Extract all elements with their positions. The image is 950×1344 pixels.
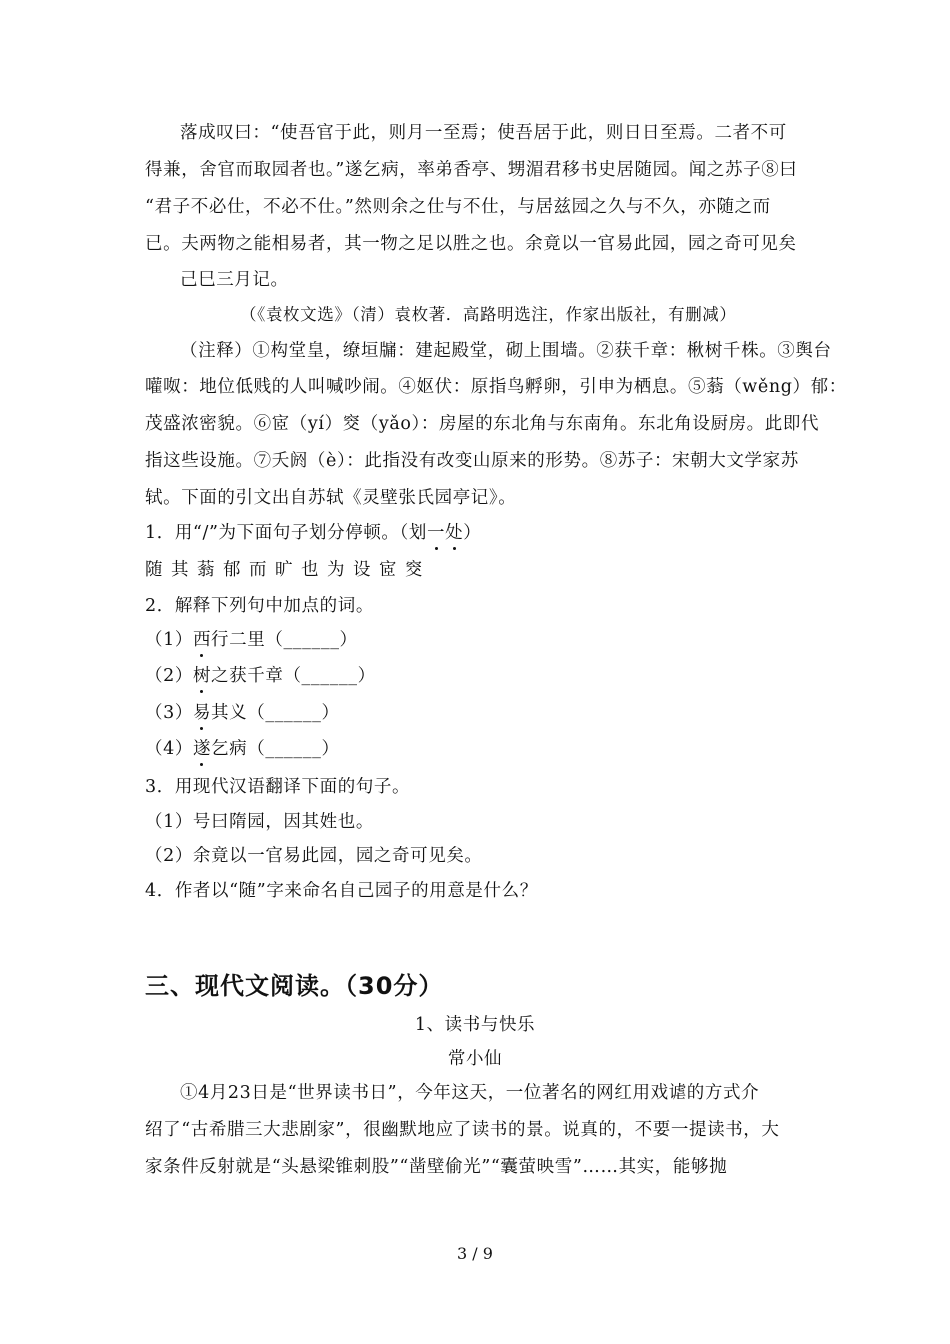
dotted-word: 西 <box>193 627 211 653</box>
question-3: 3．用现代汉语翻译下面的句子。 <box>145 777 411 797</box>
emphasized-char: 划 <box>408 523 427 543</box>
passage-source: （《袁枚文选》（清）袁枚著．高路明选注，作家出版社，有删减） <box>240 305 737 324</box>
question-3-item: （2）余竟以一官易此园，园之奇可见矣。 <box>145 846 483 866</box>
article-line: 绍了“古希腊三大悲剧家”，很幽默地应了读书的景。说真的，不要一提读书，大 <box>145 1120 780 1140</box>
question-1-sentence: 随其蓊郁而旷也为设宧窔 <box>145 560 431 580</box>
question-1-close: ） <box>463 523 482 543</box>
emphasized-char: 处 <box>445 520 463 546</box>
question-2: 2．解释下列句中加点的词。 <box>145 596 374 616</box>
section-heading: 三、现代文阅读。（30分） <box>145 972 444 1000</box>
item-number: （4） <box>145 739 193 759</box>
page-number: 3 / 9 <box>457 1244 493 1263</box>
article-line: ①4月23日是“世界读书日”，今年这天，一位著名的网红用戏谑的方式介 <box>180 1083 760 1103</box>
notes-line: 指这些设施。⑦夭阏（è）：此指没有改变山原来的形势。⑧苏子：宋朝大文学家苏 <box>145 451 799 471</box>
item-text: 乞病（______） <box>211 739 340 759</box>
passage-line: 得兼，舍官而取园者也。”遂乞病，率弟香亭、甥湄君移书史居随园。闻之苏子⑧曰 <box>145 160 798 180</box>
item-text: 行二里（______） <box>211 630 358 650</box>
notes-line: （注释）①构堂皇，缭垣牖：建起殿堂，砌上围墙。②获千章：楸树千株。③舆台 <box>180 341 832 361</box>
passage-line: 落成叹曰：“使吾官于此，则月一至焉；使吾居于此，则日日至焉。二者不可 <box>180 123 787 143</box>
notes-line: 轼。下面的引文出自苏轼《灵壁张氏园亭记》。 <box>145 488 517 508</box>
item-number: （2） <box>145 666 193 686</box>
question-1-prompt: 1．用“/”为下面句子划分停顿。（ <box>145 523 409 543</box>
item-number: （3） <box>145 703 193 723</box>
question-2-item <box>145 627 810 653</box>
question-1-emphasis <box>409 523 463 543</box>
question-3-item: （1）号曰隋园，因其姓也。 <box>145 812 374 832</box>
item-text: 之获千章（______） <box>211 666 376 686</box>
dotted-word: 遂 <box>193 736 211 762</box>
item-number: （1） <box>145 630 193 650</box>
notes-line: 嚾呶：地位低贱的人叫喊吵闹。④妪伏：原指鸟孵卵，引申为栖息。⑤蓊（wěng）郁： <box>145 377 847 397</box>
article-line: 家条件反射就是“头悬梁锥刺股”“凿壁偷光”“囊萤映雪”……其实，能够抛 <box>145 1157 728 1177</box>
emphasized-char: 一 <box>427 520 445 546</box>
question-2-item <box>145 736 810 762</box>
notes-line: 茂盛浓密貌。⑥宧（yí）窔（yǎo）：房屋的东北角与东南角。东北角设厨房。此即代 <box>145 414 820 434</box>
emphasized-text <box>409 523 463 543</box>
question-2-item <box>145 700 810 726</box>
passage-line: “君子不必仕，不必不仕。”然则余之仕与不仕，与居兹园之久与不久，亦随之而 <box>145 197 771 217</box>
passage-date: 己巳三月记。 <box>180 270 289 290</box>
article-author: 常小仙 <box>447 1049 503 1069</box>
dotted-word: 树 <box>193 663 211 689</box>
dotted-word: 易 <box>193 700 211 726</box>
question-4: 4．作者以“随”字来命名自己园子的用意是什么？ <box>145 881 538 901</box>
item-text: 其义（______） <box>211 703 340 723</box>
question-1 <box>145 520 810 546</box>
article-title: 1、读书与快乐 <box>414 1015 536 1035</box>
passage-line: 已。夫两物之能相易者，其一物之足以胜之也。余竟以一官易此园，园之奇可见矣 <box>145 234 797 254</box>
question-2-item <box>145 663 810 689</box>
